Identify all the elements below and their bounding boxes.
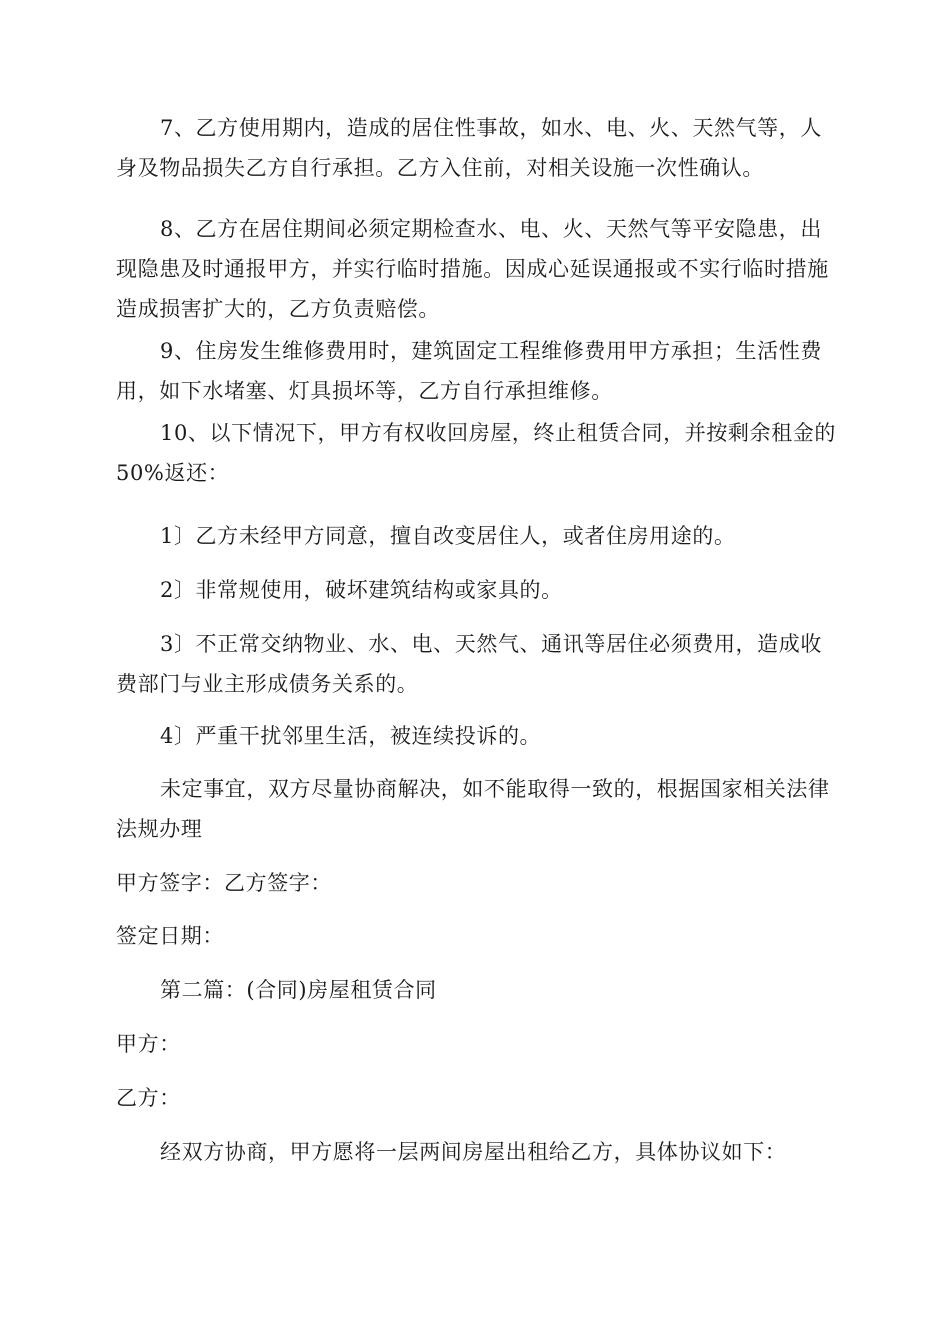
clause-9: 9、住房发生维修费用时，建筑固定工程维修费用甲方承担；生活性费用，如下水堵塞、灯具损坏等，乙方自行承担维修。: [116, 339, 822, 403]
party-b-line: 乙方：: [116, 1086, 181, 1110]
item-2: 2〕非常规使用，破坏建筑结构或家具的。: [160, 578, 563, 602]
section-heading: 第二篇：(合同)房屋租赁合同: [160, 978, 437, 1002]
clause-7: 7、乙方使用期内，造成的居住性事故，如水、电、火、天然气等，人身及物品损失乙方自行承担。乙方入住前，对相关设施一次性确认。: [116, 116, 822, 180]
party-a-line: 甲方：: [116, 1032, 181, 1056]
agreement-intro: 经双方协商，甲方愿将一层两间房屋出租给乙方，具体协议如下：: [160, 1140, 787, 1164]
item-4: 4〕严重干扰邻里生活，被连续投诉的。: [160, 724, 542, 748]
clause-10: 10、以下情况下，甲方有权收回房屋，终止租赁合同，并按剩余租金的50%返还：: [116, 421, 836, 485]
item-3: 3〕不正常交纳物业、水、电、天然气、通讯等居住必须费用，造成收费部门与业主形成债务关系的。: [116, 632, 822, 696]
signature-line: 甲方签字：乙方签字：: [116, 871, 332, 895]
clause-8: 8、乙方在居住期间必须定期检查水、电、火、天然气等平安隐患，出现隐患及时通报甲方，并实行临时措施。因成心延误通报或不实行临时措施造成损害扩大的，乙方负责赔偿。: [116, 217, 829, 321]
sign-date-line: 签定日期：: [116, 924, 224, 948]
unresolved-matters: 未定事宜，双方尽量协商解决，如不能取得一致的，根据国家相关法律法规办理: [116, 777, 830, 841]
item-1: 1〕乙方未经甲方同意，擅自改变居住人，或者住房用途的。: [160, 524, 736, 548]
